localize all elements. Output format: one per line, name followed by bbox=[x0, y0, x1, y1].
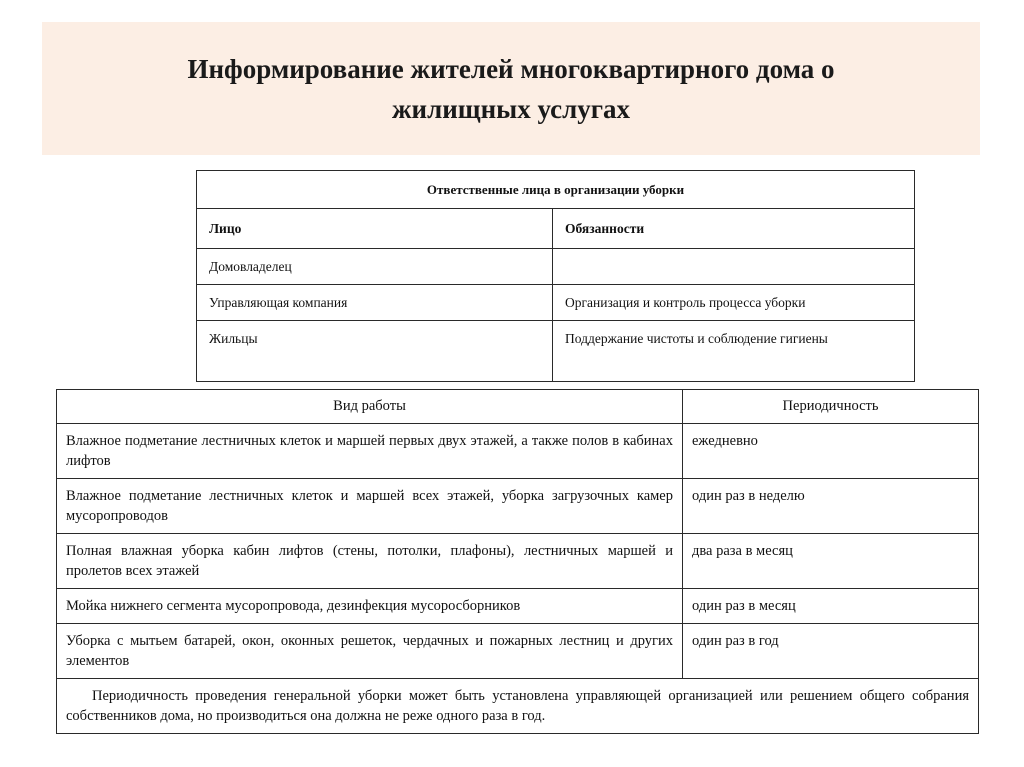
responsible-table-caption: Ответственные лица в организации уборки bbox=[197, 171, 915, 209]
column-header-duties: Обязанности bbox=[553, 209, 915, 249]
table-row bbox=[57, 589, 979, 624]
responsible-persons-table bbox=[196, 170, 915, 382]
cell-person: Домовладелец bbox=[197, 249, 553, 285]
table-row bbox=[57, 479, 979, 534]
works-table-note: Периодичность проведения генеральной уборки может быть установлена управляющей организацией или решением общего собрания собственников дома, но производиться она должна не реже одного раза в год. bbox=[57, 679, 979, 734]
cell-work-type: Влажное подметание лестничных клеток и маршей первых двух этажей, а также полов в кабинах лифтов bbox=[57, 424, 683, 479]
cell-frequency: один раз в месяц bbox=[683, 589, 979, 624]
cell-frequency: два раза в месяц bbox=[683, 534, 979, 589]
cell-duties: Поддержание чистоты и соблюдение гигиены bbox=[553, 321, 915, 382]
table-row bbox=[197, 285, 915, 321]
cell-work-type: Полная влажная уборка кабин лифтов (стены, потолки, плафоны), лестничных маршей и пролетов всех этажей bbox=[57, 534, 683, 589]
page-title: Информирование жителей многоквартирного дома о жилищных услугах bbox=[187, 53, 835, 124]
table-row bbox=[57, 534, 979, 589]
table-row bbox=[197, 321, 915, 382]
cell-person: Управляющая компания bbox=[197, 285, 553, 321]
table-row bbox=[57, 624, 979, 679]
table-row bbox=[57, 424, 979, 479]
cleaning-works-table bbox=[56, 389, 979, 734]
table-row bbox=[197, 249, 915, 285]
cell-frequency: один раз в год bbox=[683, 624, 979, 679]
title-banner bbox=[42, 22, 980, 155]
table-header-row bbox=[57, 390, 979, 424]
cell-work-type: Уборка с мытьем батарей, окон, оконных решеток, чердачных и пожарных лестниц и других элементов bbox=[57, 624, 683, 679]
cell-person: Жильцы bbox=[197, 321, 553, 382]
cell-frequency: ежедневно bbox=[683, 424, 979, 479]
cell-duties: Организация и контроль процесса уборки bbox=[553, 285, 915, 321]
column-header-frequency: Периодичность bbox=[683, 390, 979, 424]
table-header-row bbox=[197, 209, 915, 249]
cell-frequency: один раз в неделю bbox=[683, 479, 979, 534]
cell-work-type: Влажное подметание лестничных клеток и маршей всех этажей, уборка загрузочных камер мусоропроводов bbox=[57, 479, 683, 534]
column-header-work-type: Вид работы bbox=[57, 390, 683, 424]
table-caption-row bbox=[197, 171, 915, 209]
cell-work-type: Мойка нижнего сегмента мусоропровода, дезинфекция мусоросборников bbox=[57, 589, 683, 624]
cell-duties bbox=[553, 249, 915, 285]
table-note-row bbox=[57, 679, 979, 734]
column-header-person: Лицо bbox=[197, 209, 553, 249]
